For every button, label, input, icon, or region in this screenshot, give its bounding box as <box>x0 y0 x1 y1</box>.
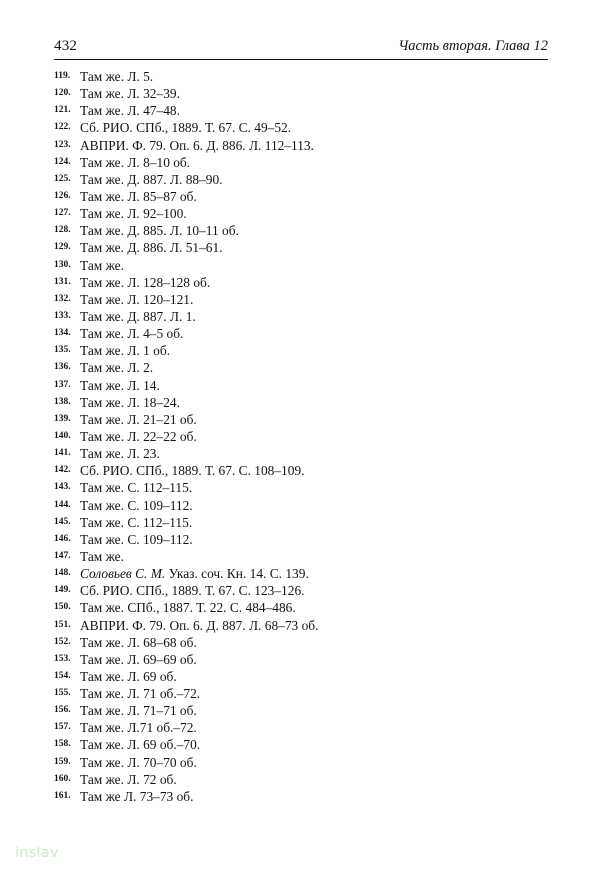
endnote-number: 150. <box>54 602 71 613</box>
endnote-text: Там же. Л. 68–68 об. <box>80 634 197 650</box>
endnote-text: Там же. Л.71 об.–72. <box>80 720 197 736</box>
endnote-text: Там же. Д. 887. Л. 88–90. <box>80 171 223 187</box>
endnote <box>54 582 548 599</box>
endnotes-list <box>54 68 548 805</box>
endnote-text: Там же. Д. 887. Л. 1. <box>80 308 196 324</box>
endnote <box>54 514 548 531</box>
endnote-number: 147. <box>54 550 71 561</box>
endnote <box>54 411 548 428</box>
endnote <box>54 479 548 496</box>
endnote-text: Там же. Л. 5. <box>80 69 154 84</box>
endnote-number: 121. <box>54 105 71 116</box>
endnote-text: Там же. СПб., 1887. Т. 22. С. 484–486. <box>80 600 296 616</box>
endnote <box>54 325 548 342</box>
endnote-text: Там же. Л. 69 об.–70. <box>80 737 201 753</box>
endnote <box>54 771 548 788</box>
endnote-number: 129. <box>54 242 71 253</box>
endnote-number: 123. <box>54 139 71 150</box>
endnote <box>54 548 548 565</box>
endnote-number: 152. <box>54 636 71 647</box>
endnote <box>54 359 548 376</box>
endnote-number: 125. <box>54 173 71 184</box>
endnote-text: Указ. соч. Кн. 14. С. 139. <box>168 566 309 582</box>
endnote <box>54 291 548 308</box>
endnote <box>54 205 548 222</box>
chapter-title: Часть вторая. Глава 12 <box>398 38 548 54</box>
endnote <box>54 188 548 205</box>
endnote-number: 133. <box>54 310 71 321</box>
endnote-text: Там же. С. 109–112. <box>80 497 193 513</box>
endnote-text: Там же. <box>80 257 124 273</box>
endnote <box>54 565 548 582</box>
endnote <box>54 754 548 771</box>
endnote-text: Там же. Л. 14. <box>80 377 160 393</box>
endnote <box>54 394 548 411</box>
endnote-text: Там же. Л. 18–24. <box>80 394 180 410</box>
endnote-number: 144. <box>54 499 71 510</box>
endnote <box>54 617 548 634</box>
endnote <box>54 171 548 188</box>
endnote <box>54 651 548 668</box>
endnote <box>54 462 548 479</box>
endnote <box>54 257 548 274</box>
endnote-number: 153. <box>54 653 71 664</box>
endnote-number: 130. <box>54 259 71 270</box>
endnote <box>54 599 548 616</box>
endnote-text: Там же. Л. 71 об.–72. <box>80 686 201 702</box>
endnote <box>54 377 548 394</box>
endnote-text: Там же. Л. 22–22 об. <box>80 428 197 444</box>
endnote <box>54 274 548 291</box>
running-head <box>54 38 548 58</box>
endnote <box>54 668 548 685</box>
endnote-number: 156. <box>54 705 71 716</box>
endnote-number: 154. <box>54 670 71 681</box>
endnote-number: 120. <box>54 88 71 99</box>
endnote-number: 161. <box>54 790 71 801</box>
endnote <box>54 154 548 171</box>
endnote-text: Там же. Л. 21–21 об. <box>80 411 197 427</box>
endnote-text: Сб. РИО. СПб., 1889. Т. 67. С. 49–52. <box>80 120 292 136</box>
endnote-number: 148. <box>54 568 71 579</box>
endnote-text: Там же Л. 73–73 об. <box>80 788 194 804</box>
endnote-number: 124. <box>54 156 71 167</box>
endnote-number: 137. <box>54 379 71 390</box>
endnote <box>54 445 548 462</box>
endnote-number: 126. <box>54 190 71 201</box>
endnote-text: Сб. РИО. СПб., 1889. Т. 67. С. 108–109. <box>80 463 305 479</box>
endnote <box>54 702 548 719</box>
endnote-number: 128. <box>54 225 71 236</box>
endnote <box>54 239 548 256</box>
page-number: 432 <box>54 38 78 54</box>
header-rule <box>54 59 548 60</box>
endnote-text: Там же. С. 109–112. <box>80 531 193 547</box>
endnote-text: Там же. Л. 128–128 об. <box>80 274 211 290</box>
endnote <box>54 736 548 753</box>
endnote-text: АВПРИ. Ф. 79. Оп. 6. Д. 886. Л. 112–113. <box>80 137 314 153</box>
endnote-number: 155. <box>54 688 71 699</box>
endnote <box>54 342 548 359</box>
endnote-number: 140. <box>54 430 71 441</box>
endnote-number: 134. <box>54 328 71 339</box>
endnote-number: 158. <box>54 739 71 750</box>
endnote-text: Там же. Л. 85–87 об. <box>80 188 197 204</box>
endnote-text: Там же. Л. 72 об. <box>80 771 177 787</box>
endnote-text: Там же. Л. 71–71 об. <box>80 703 197 719</box>
endnote-number: 127. <box>54 208 71 219</box>
endnote-text: Там же. С. 112–115. <box>80 480 193 496</box>
endnote-text: Там же. Л. 120–121. <box>80 291 194 307</box>
endnote-number: 119. <box>54 71 71 81</box>
endnote-number: 146. <box>54 533 71 544</box>
endnote-text: Там же. Л. 8–10 об. <box>80 154 191 170</box>
endnote-text: Там же. Л. 4–5 об. <box>80 326 184 342</box>
watermark: inslav <box>15 845 59 861</box>
endnote-text: Там же. Л. 92–100. <box>80 206 187 222</box>
endnote-number: 122. <box>54 122 71 133</box>
endnote-number: 141. <box>54 448 71 459</box>
endnote-number: 151. <box>54 619 71 630</box>
endnote-number: 143. <box>54 482 71 493</box>
endnote-text: Там же. Л. 1 об. <box>80 343 171 359</box>
endnote-number: 131. <box>54 276 71 287</box>
endnote-text: Там же. Д. 886. Л. 51–61. <box>80 240 223 256</box>
endnote-text: Там же. Л. 2. <box>80 360 154 376</box>
endnote-author: Соловьев С. М. <box>80 566 166 582</box>
endnote <box>54 428 548 445</box>
endnote <box>54 788 548 805</box>
endnote <box>54 719 548 736</box>
endnote <box>54 531 548 548</box>
endnote <box>54 634 548 651</box>
endnote-text: Там же. Л. 32–39. <box>80 86 180 102</box>
endnote-text: Там же. Д. 885. Л. 10–11 об. <box>80 223 239 239</box>
endnote-text: АВПРИ. Ф. 79. Оп. 6. Д. 887. Л. 68–73 об. <box>80 617 319 633</box>
endnote <box>54 137 548 154</box>
endnote-number: 139. <box>54 413 71 424</box>
endnote-text: Там же. Л. 47–48. <box>80 103 180 119</box>
endnote-number: 138. <box>54 396 71 407</box>
endnote <box>54 85 548 102</box>
endnote-text: Там же. Л. 69 об. <box>80 668 177 684</box>
endnote <box>54 685 548 702</box>
endnote <box>54 308 548 325</box>
endnote-number: 157. <box>54 722 71 733</box>
endnote <box>54 102 548 119</box>
endnote-text: Там же. Л. 23. <box>80 446 160 462</box>
endnote-number: 135. <box>54 345 71 356</box>
endnote-number: 149. <box>54 585 71 596</box>
endnote <box>54 497 548 514</box>
endnote-number: 159. <box>54 756 71 767</box>
endnote-number: 132. <box>54 293 71 304</box>
endnote-text: Там же. С. 112–115. <box>80 514 193 530</box>
endnote-text: Там же. <box>80 548 124 564</box>
endnote-number: 145. <box>54 516 71 527</box>
endnote-number: 136. <box>54 362 71 373</box>
endnote <box>54 222 548 239</box>
endnote <box>54 119 548 136</box>
endnote-number: 142. <box>54 465 71 476</box>
endnote-text: Там же. Л. 69–69 об. <box>80 651 197 667</box>
endnote-text: Сб. РИО. СПб., 1889. Т. 67. С. 123–126. <box>80 583 305 599</box>
endnote-number: 160. <box>54 773 71 784</box>
endnote <box>54 68 548 85</box>
endnote-text: Там же. Л. 70–70 об. <box>80 754 197 770</box>
